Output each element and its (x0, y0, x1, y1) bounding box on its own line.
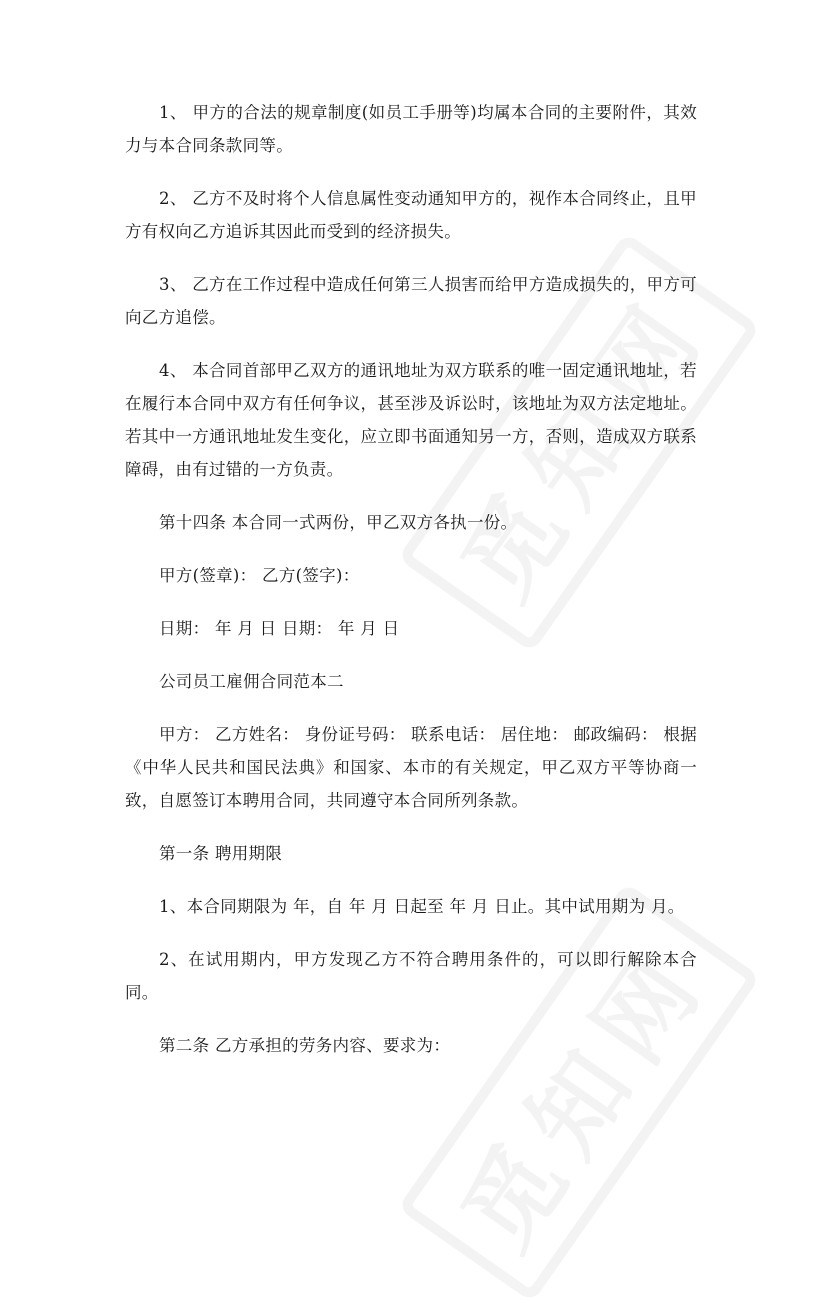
clause-2-paragraph: 2、 乙方不及时将个人信息属性变动通知甲方的，视作本合同终止，且甲方有权向乙方追诉其因此而受到的经济损失。 (125, 189, 697, 241)
parties-paragraph: 甲方： 乙方姓名： 身份证号码： 联系电话： 居住地： 邮政编码： 根据《中华人民共和国民法典》和国家、本市的有关规定，甲乙双方平等协商一致，自愿签订本聘用合同，共同遵守本合同所列条款。 (125, 725, 697, 810)
clause-3-paragraph: 3、 乙方在工作过程中造成任何第三人损害而给甲方造成损失的，甲方可向乙方追偿。 (125, 275, 697, 327)
clause-1-paragraph: 1、 甲方的合法的规章制度(如员工手册等)均属本合同的主要附件，其效力与本合同条款同等。 (125, 103, 697, 155)
document-body (125, 96, 697, 1082)
clause-4-paragraph: 4、 本合同首部甲乙双方的通讯地址为双方联系的唯一固定通讯地址，若在履行本合同中双方有任何争议，甚至涉及诉讼时，该地址为双方法定地址。若其中一方通讯地址发生变化，应立即书面通知另一方，否则，造成双方联系障碍，由有过错的一方负责。 (125, 361, 697, 479)
date-line: 日期： 年 月 日 日期： 年 月 日 (159, 619, 400, 638)
article-2-heading: 第二条 乙方承担的劳务内容、要求为： (159, 1036, 451, 1055)
term-paragraph: 1、本合同期限为 年，自 年 月 日起至 年 月 日止。其中试用期为 月。 (159, 897, 685, 916)
article-1-heading: 第一条 聘用期限 (159, 844, 283, 863)
probation-paragraph: 2、在试用期内，甲方发现乙方不符合聘用条件的，可以即行解除本合同。 (125, 950, 697, 1002)
section-title: 公司员工雇佣合同范本二 (159, 672, 344, 691)
signature-line: 甲方(签章)： 乙方(签字)： (159, 566, 360, 585)
article-14-paragraph: 第十四条 本合同一式两份，甲乙双方各执一份。 (159, 513, 518, 532)
